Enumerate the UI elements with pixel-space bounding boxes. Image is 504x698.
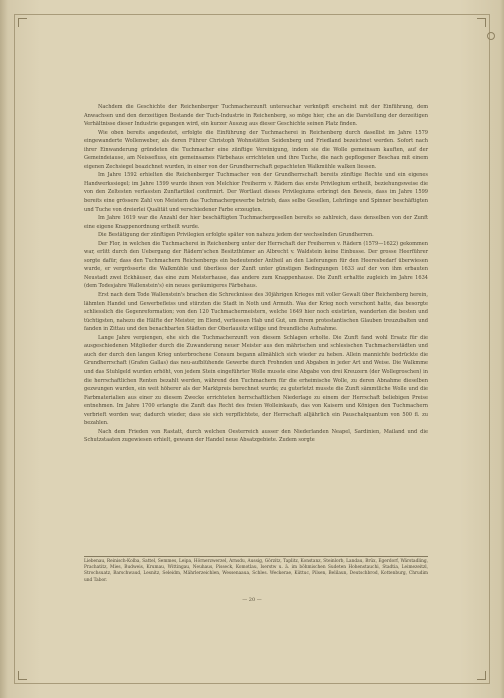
paragraph: Nachdem die Geschichte der Reichenberger Tuchmacherzunft untersuchar verknüpft erscheint mit der Einführung, dem Anwachsen und den derzeitigen Bestande der Tuch-Industrie in Reichenberg, so möge hier, che an die Darstellung der derzeitigen Verhältnisse dieser Industrie gegangen wird, ein kurzer Auszug aus dieser Geschichte seinen Platz finden. (84, 104, 428, 128)
paragraph: Nach dem Frieden von Rastatt, durch welchen Oesterreich ausser den Niederlanden Neapel, Sardinien, Mailand und die Schutzstaaten zugewiesen erhielt, gewann der Handel neue Absatzgebiete. Zudem sorgte (84, 428, 428, 444)
corner-mark (18, 18, 27, 27)
binding-hole (487, 32, 495, 40)
paragraph: Im Jahre 1592 erhielten die Reichenberger Tuchmacher von der Grundherrschaft bereits zünftige Rechte und ein eigenes Handwerkssiegel; im Jahre 1599 wurde ihnen von Melchior Freiherrn v. Rädern das erste Privilegium ertheilt, beziehungsweise die von den Zeltesten verfassten Zunftartikel confirmirt. Der Wortlaut dieses Privilegiums erbringt den Beweis, dass im Jahre 1599 bereits eine grössere Zahl von Meistern das Tuchmachergewerbe betrieb, dass selbe Gesellen, Lehrlinge und Spinner beschäftigten und Tuche von dreierlei Qualität und verschiedener Farbe erzeugten. (84, 172, 428, 213)
corner-mark (477, 18, 486, 27)
footnote: Liebenau, Reinisch-Kolba, Sattel, Semmes, Leipa, Hörnerzwerzel, Arnsdu, Aussig, Görzitz, Taplitz, Konstanz, Steinlorb, Landau, Brüx, Egerdorf, Wärstadling, Prachatitz, Mies, Budweis, Krumau, Wittingau, Neuhaus, Pisseck, Komotlau, Iserstw u. ä. im böhmischen Sudeten Hohenstauchi, Stadtia, Leimezeitzl, Strochsuatz, Barschwaud, Lesnitz, Seleidm, Mährlerzeichlen, Wessenaaua, Schles. Weckerae, Küttuc, Pilsen, Belilaun, Deutschbrod, Kottenburg, Chrudim und Tabor. (84, 556, 428, 584)
paragraph: Im Jahre 1619 war die Anzahl der hier beschäftigten Tuchmachergesellen bereits so zahlreich, dass denselben von der Zunft eine eigene Knappenordnung ertheilt wurde. (84, 215, 428, 230)
paragraph: Erst nach dem Tode Wallenstein's brachen die Schrecknisse des 30jährigen Krieges mit voller Gewalt über Reichenberg herein, lähmten Handel und Gewerbefleiss und stürzten die Stadt in Noth und Armuth. Was der Krieg noch verschont hatte, das besorgte schliesslich die Gegenreformation; von den 120 Tuchmachermeistern, welche 1649 hier noch existirten, wanderten die besten und tüchtigsten, nahezu die Hälfte der Meister, im Elend, verliessen Hab und Gut, um ihrem protestantischen Glauben treuzubalten und fanden in Zittau und den benachbarten Städten der Oberlausitz willige und freundliche Aufnahme. (84, 292, 428, 333)
paragraph: Der Flor, in welchen die Tuchmacherei in Reichenberg unter der Herrschaft der Freiherren v. Rädern (1579—1622) gekommen war, erlitt durch den Uebergang der Rädern'schen Besitzthümer an Albrecht v. Waldstein keine Einbusse. Der grosse Heerführer sorgte dafür, dass den Tuchmachern Reichenbergs ein bedeutender Antheil an den Lieferungen für den Heeresbedarf überwiesen wurde, er vergrösserte die Walkmühle und überliess der Zunft unter günstigen Bedingungen 1633 auf der von ihm erbauten Neustadt zwei Eckhäuser, das eine zum Meisterhause, das andere zum Knappenhause. Die Zunft erhaltte zugleich im Jahre 1634 (dem Todesjahre Wallenstein's) ein neues geräumigeres Färbehaus. (84, 240, 428, 290)
corner-mark (18, 671, 27, 680)
body-text (84, 103, 428, 445)
page-number: — 20 — (242, 597, 262, 603)
paragraph: Lange Jahre vergiengen, ehe sich die Tuchmacherzunft von diesem Schlagen erholte. Die Zunft fand wohl Ersatz für die ausgeschiedenen Mitglieder durch die Zuwanderung neuer Meister aus den mährischen und schlesischen Tuchmacherstädten und auch der durch den langen Krieg unterbrochene Consum begann allmählich sich wieder zu heben. Allein mannichfe bedrückte die Grundherrschaft (Grafen Gallas) das neu-aufblühende Gewerbe durch Frohnden und Abgaben in jeder Art und Weise. Die Walkmme und das Stuhlgeld wurden erhöht, von jedem Stein eingeführter Wolle musste eine Abgabe von drei Kreuzern (der Wollegroschen) in die herrschaftlichen Renten bezahlt werden, während den Tuchmachern für die erheimische Wolle, zu deren Abnahme dieselben gezwungen wurden, ein weit höherer als der Marktpreis berechnet wurde; zu guterletzt musste die Zunft sämmtliche Wolle und die Farbmaterialien aus einer zu diesem Zwecke errichteten herrschaftlichen Niederlage zu einem der Herrschaft beliebigen Preise entnehmen. Im Jahre 1700 erlangte die Zunft das Recht des freien Wolleinkaufs, das von Kaisern und Königen den Tuchmachern verbrieft worden war, dadurch wieder, dass sie sich verpflichtete, der Herrschaft alljährlich ein Pauschalquantum von 500 fl. zu bezahlen. (84, 334, 428, 427)
paragraph: Wie oben bereits angedeutet, erfolgte die Einführung der Tuchmacherei in Reichenberg durch dasellist im Jahre 1579 eingewanderte Wollenweber, als deren Führer Christoph Wohnstätten Seidenberg und Friedland bezeichnet werden. Sofort nach ihrer Einwanderung gründeten die Tuchmacher eine zünftige Vereinigung, indem sie die Wolle gemeinsam kauften, auf der Gemeindeiause, am Neissefluss, ein gemeinsames Färbehaus errichteten und ihre Tuche, die nach gepflogener Beschau mit einem eigenen Zechsiegel beazichnet wurden, in einer von der Grundherrschaft gepachteten Walkmühle walken liessen. (84, 129, 428, 170)
paragraph: Die Bestätigung der zünftigen Privilegien erfolgte später von nahezu jedem der wechselnden Grundherren. (98, 232, 374, 239)
corner-mark (477, 671, 486, 680)
